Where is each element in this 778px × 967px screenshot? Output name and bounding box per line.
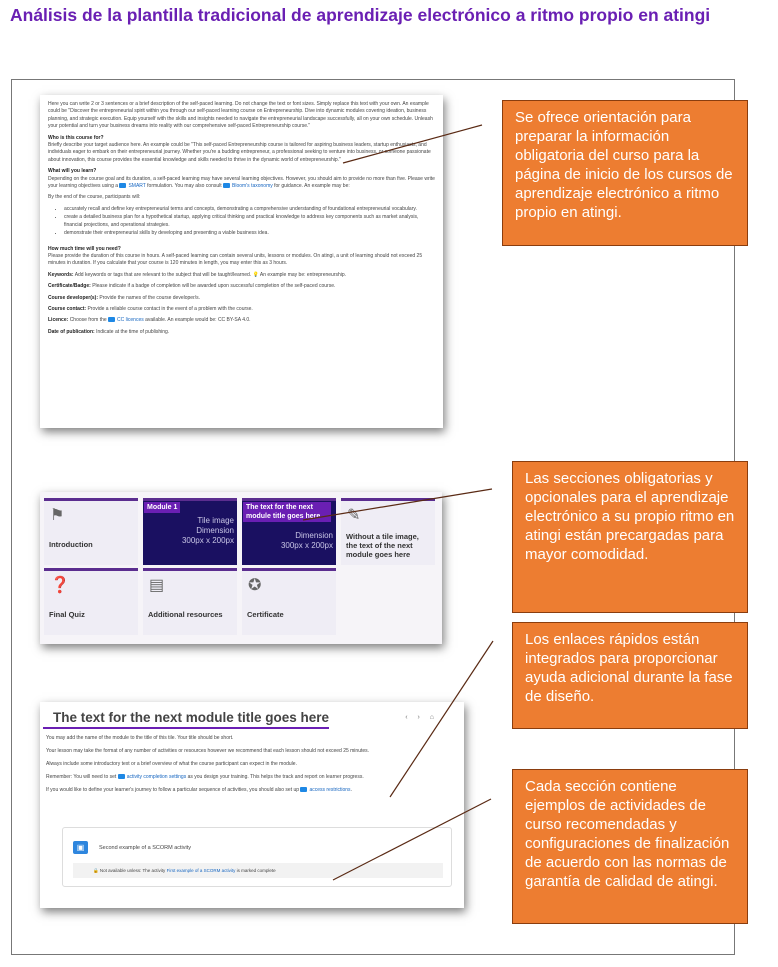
connector-line bbox=[343, 125, 482, 163]
scorm-activity-link[interactable]: First example of a SCORM activity bbox=[166, 868, 236, 873]
licence-text: Choose from the bbox=[69, 317, 107, 324]
list-item: • demonstrate their entrepreneurial skills by developing and presenting a viable business idea. bbox=[64, 230, 435, 237]
contact-label: Course contact: bbox=[48, 305, 87, 312]
module-text: Remember: You will need to set bbox=[46, 774, 117, 780]
tile-label: Without a tile image, the text of the next module goes here bbox=[346, 532, 419, 559]
module-text: as you design your training. This helps the track and report on learner progress. bbox=[187, 774, 364, 780]
time-text: Please provide the duration of this course in hours. A self-paced learning can contain several units, lessons or modules. On atingi, a unit of learning should not exceed 25 minutes in duration. If you calculate that your course is 120 minutes in length, you may enter this as 3 hours. bbox=[48, 252, 423, 267]
keywords-label: Keywords: bbox=[48, 271, 74, 278]
cc-licences-link[interactable]: CC licences bbox=[108, 317, 144, 323]
time-heading: How much time will you need? bbox=[48, 245, 121, 252]
learn-text: Depending on the course goal and its duration, a self-paced learning may have several learning objectives. However, you should aim to provide no more than five. Please write your learning objectives using a bbox=[48, 175, 435, 190]
module-text: . bbox=[350, 787, 352, 793]
who-text: Briefly describe your target audience here. An example could be "This self-paced Entrepreneurship course is tailored for aspiring business leaders, startup enthusiasts, and individuals eager to embark on their entrepreneurial journey. Whether you're a budding entrepreneur, a professional seeking to venture into business, or someone passionate about innovation, this course provides the essential knowledge and skills needed to thrive in the dynamic world of entrepreneurship." bbox=[48, 142, 431, 163]
certificate-text: Please indicate if a badge of completion will be awarded upon successful completion of the self-paced course. bbox=[92, 283, 336, 290]
licence-text-2: available. An example would be: CC BY-SA 4.0. bbox=[145, 317, 251, 324]
tile-label: Introduction bbox=[49, 540, 93, 549]
connector-line bbox=[333, 799, 491, 880]
module-text: Your lesson may take the format of any number of activities or resources however we recommend that each lesson should not exceed 25 minutes. bbox=[46, 748, 370, 754]
list-item: • accurately recall and define key entrepreneurial terms and concepts, demonstrating a comprehensive understanding of foundational entrepreneurial vocabulary. bbox=[64, 206, 435, 213]
page-title: Análisis de la plantilla tradicional de aprendizaje electrónico a ritmo propio en atingi bbox=[10, 5, 711, 25]
list-item: • create a detailed business plan for a hypothetical startup, applying critical thinking and practical knowledge to address key components such as market analysis, financial projections, and operational strategies. bbox=[64, 214, 435, 229]
module-text: If you would like to define your learner's journey to follow a particular sequence of activities, you should also set up bbox=[46, 787, 300, 793]
date-text: Indicate at the time of publishing. bbox=[96, 328, 170, 335]
connector-line bbox=[390, 641, 493, 797]
question-icon: ❓ bbox=[50, 577, 70, 594]
keywords-text: Add keywords or tags that are relevant to the subject that will be taught/learned. 💡 An example may be: entrepreneurship. bbox=[74, 271, 347, 278]
module-title: The text for the next module title goes here bbox=[43, 710, 329, 729]
date-label: Date of publication: bbox=[48, 328, 95, 335]
callout-guidance: Se ofrece orientación para preparar la información obligatoria del curso para la página de inicio de los cursos de aprendizaje electrónico a ritmo propio en atingi. bbox=[502, 100, 748, 246]
licence-label: Licence: bbox=[48, 317, 69, 324]
activity-title: Second example of a SCORM activity bbox=[99, 845, 192, 851]
tile-dimension-text: Tile image Dimension 300px x 200px bbox=[181, 516, 234, 545]
tile-dimension-text: Dimension 300px x 200px bbox=[280, 531, 333, 550]
intro-text: Here you can write 2 or 3 sentences or a brief description of the self-paced learning. Do not change the text or font sizes. Simply replace this text with your own. An example could be "Discover the entrepreneurial spirit within you through our self-paced learning course on Entrepreneurship. Dive into dynamic modules covering ideation, business planning, and strategic execution. Equip yourself with the skills and insights needed to navigate the entrepreneurial landscape successfully, all on your own schedule. Unleash your potential and turn your business dreams into reality with our comprehensive self-paced Entrepreneurship course." bbox=[48, 101, 433, 130]
who-heading: Who is this course for? bbox=[48, 134, 104, 141]
learn-heading: What will you learn? bbox=[48, 168, 97, 175]
tile-label: Final Quiz bbox=[49, 610, 85, 619]
certificate-label: Certificate/Badge: bbox=[48, 283, 91, 290]
callout-quick-links: Los enlaces rápidos están integrados para proporcionar ayuda adicional durante la fase de diseño. bbox=[512, 622, 748, 729]
document-icon: ▤ bbox=[149, 577, 165, 594]
callout-sections: Las secciones obligatorias y opcionales para el aprendizaje electrónico a su propio ritmo en atingi están precargadas para mayor comodidad. bbox=[512, 461, 748, 613]
developer-label: Course developer(s): bbox=[48, 294, 99, 301]
tile-module-label: The text for the next module title goes here bbox=[243, 502, 331, 522]
signpost-icon: ⚑ bbox=[50, 507, 65, 524]
tile-module-label: Module 1 bbox=[144, 502, 180, 513]
end-text: By the end of the course, participants will: bbox=[48, 194, 141, 201]
connector-line bbox=[303, 489, 492, 520]
learn-text-3: for guidance. An example may be: bbox=[274, 183, 350, 190]
tile-label: Certificate bbox=[247, 610, 284, 619]
module-nav[interactable]: ‹ › ⌂ bbox=[405, 714, 438, 721]
callout-activities: Cada sección contiene ejemplos de actividades de curso recomendadas y configuraciones de finalización de acuerdo con las normas de garantía de calidad de atingi. bbox=[512, 769, 748, 924]
package-icon: ▣ bbox=[73, 841, 88, 854]
module-text: Always include some introductory text or a brief overview of what the course participant can expect in the module. bbox=[46, 761, 297, 767]
activity-completion-link[interactable]: activity completion settings bbox=[118, 774, 186, 780]
tile-label: Additional resources bbox=[148, 610, 223, 619]
learn-text-2: formulation. You may also consult bbox=[147, 183, 222, 190]
lock-icon: 🔒 bbox=[93, 868, 100, 873]
developer-text: Provide the names of the course developer/s. bbox=[99, 294, 201, 301]
module-text: You may add the name of the module to the title of this tile. Your title should be short. bbox=[46, 735, 234, 741]
contact-text: Provide a reliable course contact in the event of a problem with the course. bbox=[87, 305, 253, 312]
access-restrictions-link[interactable]: access restrictions bbox=[300, 787, 350, 793]
edit-icon: ✎ bbox=[347, 507, 361, 524]
award-icon: ✪ bbox=[248, 577, 262, 594]
bloom-link[interactable]: Bloom's taxonomy bbox=[223, 183, 273, 189]
smart-link[interactable]: SMART bbox=[119, 183, 145, 189]
restriction-notice: 🔒 Not available unless: The activity First example of a SCORM activity is marked complete bbox=[73, 863, 443, 878]
